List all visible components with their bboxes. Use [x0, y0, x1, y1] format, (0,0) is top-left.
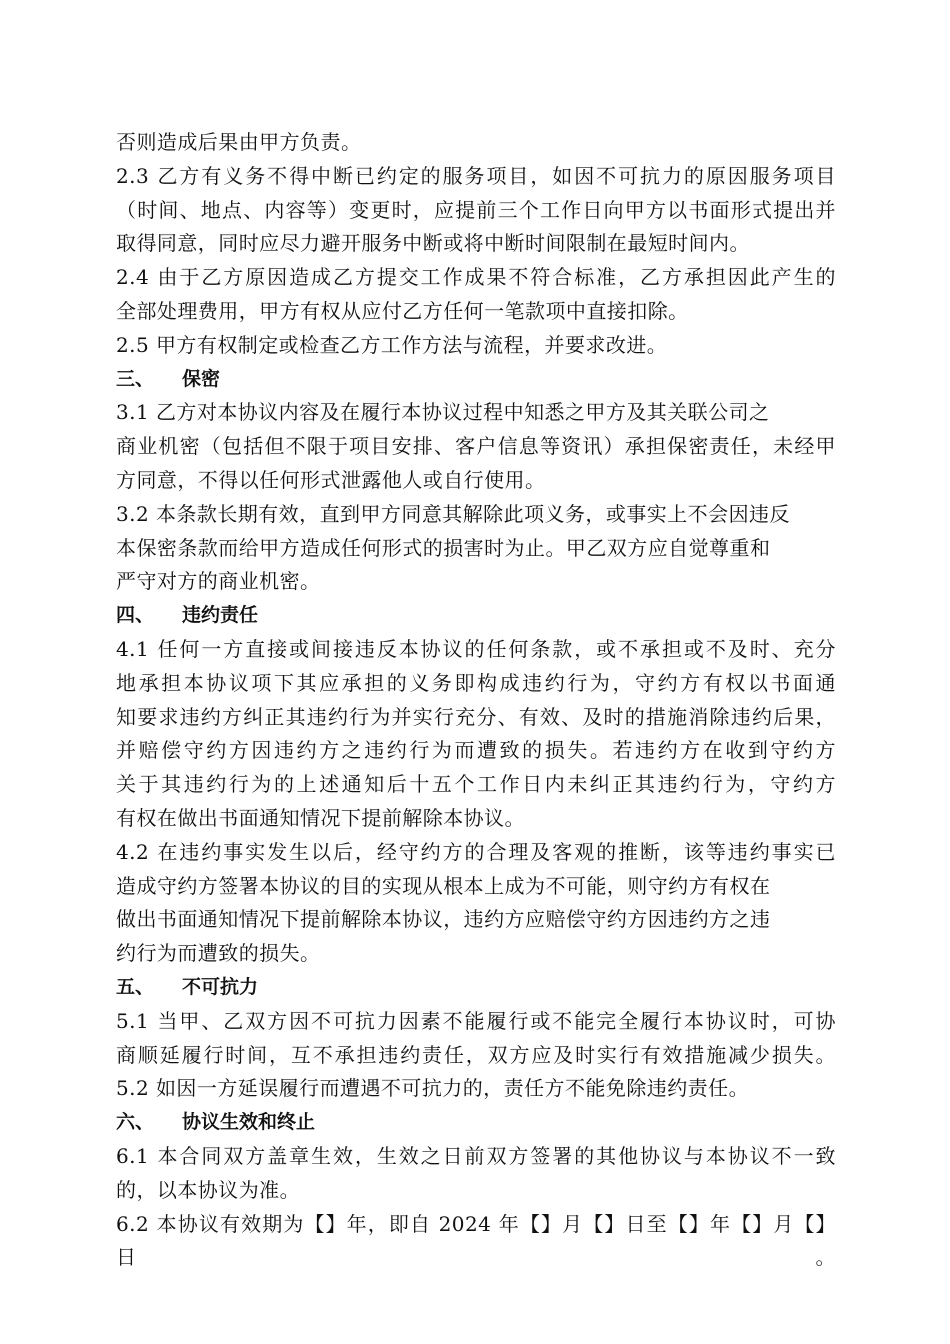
text-line: 否则造成后果由甲方负责。 [116, 130, 362, 154]
section-number: 五、 [116, 975, 155, 998]
text-line: 做出书面通知情况下提前解除本协议，违约方应赔偿守约方因违约方之违 [116, 907, 771, 932]
text-line: 造成守约方签署本协议的目的实现从根本上成为不可能，则守约方有权在 [116, 873, 771, 898]
section-number: 三、 [116, 367, 155, 390]
text-line: 5.2 如因一方延误履行而遭遇不可抗力的，责任方不能免除违约责任。 [116, 1076, 750, 1101]
section-heading [116, 363, 836, 397]
document-page [116, 126, 836, 1270]
text-line: 约行为而遭致的损失。 [116, 941, 321, 966]
text-line: 有权在做出书面通知情况下提前解除本协议。 [116, 805, 525, 830]
section-title: 不可抗力 [182, 975, 259, 998]
text-line: 取得同意，同时应尽力避开服务中断或将中断时间限制在最短时间内。 [116, 231, 750, 256]
section-title: 违约责任 [182, 604, 259, 627]
text-line: 3.1 乙方对本协议内容及在履行本协议过程中知悉之甲方及其关联公司之 [116, 400, 770, 425]
text-line: 并赔偿守约方因违约方之违约行为而遭致的损失。若违约方在收到守约方 [116, 738, 836, 763]
section-title: 协议生效和终止 [182, 1111, 316, 1134]
section-heading [116, 1106, 836, 1140]
text-line: 5.1 当甲、乙双方因不可抗力因素不能履行或不能完全履行本协议时，可协 [116, 1008, 836, 1033]
text-line: 2.4 由于乙方原因造成乙方提交工作成果不符合标准，乙方承担因此产生的 [116, 265, 836, 290]
text-line: 4.2 在违约事实发生以后，经守约方的合理及客观的推断，该等违约事实已 [116, 839, 836, 864]
text-line: 严守对方的商业机密。 [116, 569, 321, 594]
section-heading [116, 599, 836, 633]
text-line: （时间、地点、内容等）变更时，应提前三个工作日向甲方以书面形式提出并 [116, 197, 836, 222]
text-line: 4.1 任何一方直接或间接违反本协议的任何条款，或不承担或不及时、充分 [116, 636, 836, 661]
text-line: 商顺延履行时间，互不承担违约责任，双方应及时实行有效措施减少损失。 [116, 1042, 836, 1067]
text-line: 6.1 本合同双方盖章生效，生效之日前双方签署的其他协议与本协议不一致 [116, 1143, 836, 1168]
text-line: 方同意，不得以任何形式泄露他人或自行使用。 [116, 467, 546, 492]
section-title: 保密 [182, 367, 221, 390]
text-line: 2.5 甲方有权制定或检查乙方工作方法与流程，并要求改进。 [116, 332, 668, 357]
text-line: 3.2 本条款长期有效，直到甲方同意其解除此项义务，或事实上不会因违反 [116, 501, 790, 526]
text-line: 地承担本协议项下其应承担的义务即构成违约行为，守约方有权以书面通 [116, 670, 836, 695]
text-line: 2.3 乙方有义务不得中断已约定的服务项目，如因不可抗力的原因服务项目 [116, 163, 836, 188]
text-line: 的，以本协议为准。 [116, 1177, 301, 1202]
text-line: 知要求违约方纠正其违约行为并实行充分、有效、及时的措施消除违约后果， [116, 704, 836, 729]
text-line: 全部处理费用，甲方有权从应付乙方任何一笔款项中直接扣除。 [116, 298, 689, 323]
section-number: 六、 [116, 1111, 155, 1134]
section-number: 四、 [116, 604, 155, 627]
text-line: 商业机密（包括但不限于项目安排、客户信息等资讯）承担保密责任，未经甲 [116, 434, 836, 459]
text-line: 6.2 本协议有效期为【】年，即自 2024 年【】月【】日至【】年【】月【】日。 [116, 1211, 836, 1270]
section-heading [116, 971, 836, 1005]
text-line: 关于其违约行为的上述通知后十五个工作日内未纠正其违约行为，守约方 [116, 772, 836, 797]
text-line: 本保密条款而给甲方造成任何形式的损害时为止。甲乙双方应自觉尊重和 [116, 535, 771, 560]
